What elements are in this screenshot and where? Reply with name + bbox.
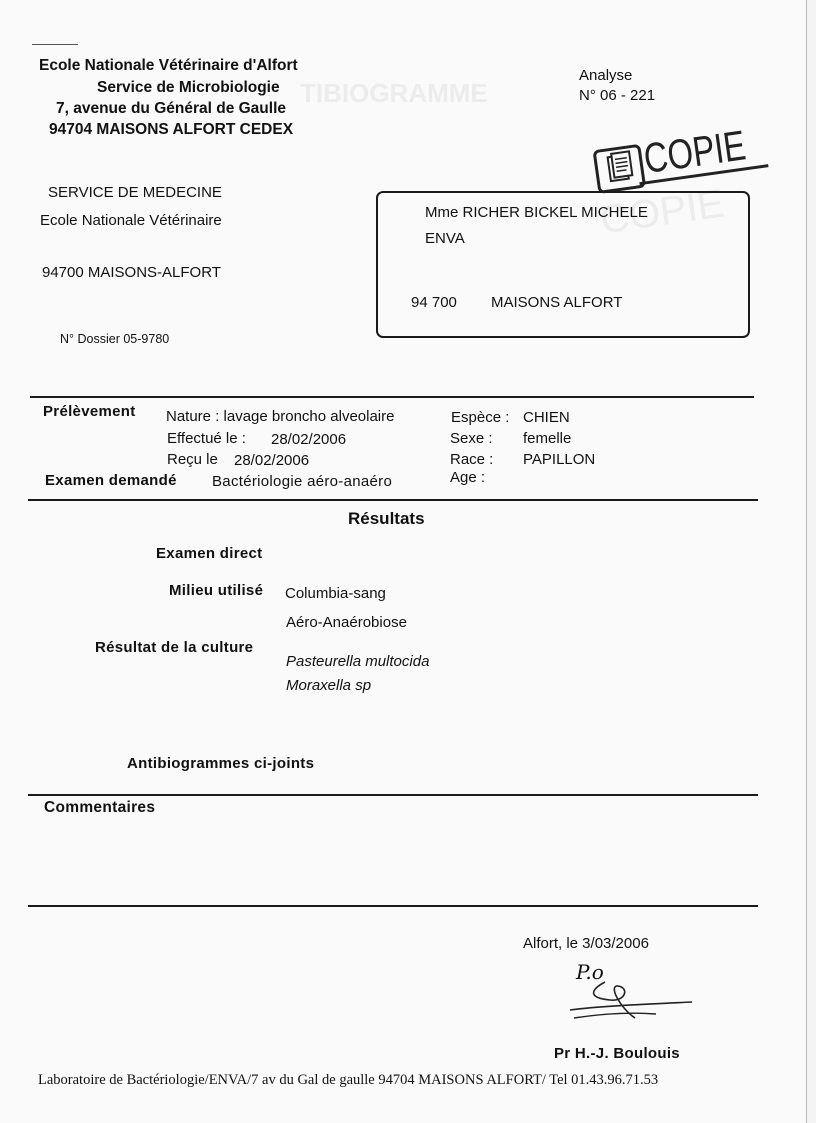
department-name: Service de Microbiologie: [97, 79, 280, 96]
effectue-date: 28/02/2006: [271, 431, 347, 448]
institution-city: 94704 MAISONS ALFORT CEDEX: [49, 121, 294, 138]
age-label: Age :: [450, 469, 486, 486]
recu-label: Reçu le: [167, 451, 218, 468]
examen-direct-label: Examen direct: [156, 545, 263, 562]
espece-value: CHIEN: [523, 409, 570, 426]
handwritten-signature: [560, 978, 700, 1028]
effectue-label: Effectué le :: [167, 430, 246, 447]
dossier-number: N° Dossier 05-9780: [60, 332, 170, 346]
signer-name: Pr H.-J. Boulouis: [554, 1045, 680, 1062]
divider-comments-top: [28, 794, 758, 796]
institution-street: 7, avenue du Général de Gaulle: [56, 100, 287, 117]
analysis-label: Analyse: [579, 67, 633, 84]
milieu-label: Milieu utilisé: [169, 582, 264, 599]
top-mark: [32, 44, 78, 45]
sender-service: SERVICE DE MEDECINE: [48, 184, 222, 201]
examen-demande-label: Examen demandé: [45, 472, 177, 489]
antibiogrammes-note: Antibiogrammes ci-joints: [127, 755, 315, 772]
copie-stamp: [588, 110, 775, 200]
analysis-number: N° 06 - 221: [579, 87, 656, 104]
espece-label: Espèce :: [451, 409, 510, 426]
divider-sample-top: [30, 396, 754, 398]
culture-organism-1: Pasteurella multocida: [286, 653, 430, 670]
signature-initials: P.o: [576, 960, 604, 984]
footer-address: Laboratoire de Bactériologie/ENVA/7 av du Gal de gaulle 94704 MAISONS ALFORT/ Tel 01.43.96.71.53: [38, 1072, 659, 1088]
recipient-name: Mme RICHER BICKEL MICHELE: [425, 204, 648, 221]
milieu-value-2: Aéro-Anaérobiose: [286, 614, 407, 631]
culture-label: Résultat de la culture: [95, 639, 254, 656]
recipient-postcode: 94 700: [411, 294, 457, 311]
document-icon: [592, 144, 646, 194]
recipient-org: ENVA: [425, 230, 465, 247]
show-through-text: TIBIOGRAMME: [300, 78, 488, 108]
recipient-city: MAISONS ALFORT: [491, 294, 623, 311]
milieu-value-1: Columbia-sang: [285, 585, 386, 602]
sexe-value: femelle: [523, 430, 572, 447]
divider-results-top: [28, 499, 758, 501]
sender-city: 94700 MAISONS-ALFORT: [42, 264, 221, 281]
race-label: Race :: [450, 451, 494, 468]
recu-date: 28/02/2006: [234, 452, 310, 469]
sender-school: Ecole Nationale Vétérinaire: [40, 212, 222, 229]
show-through-stamp: COPIE: [597, 181, 727, 243]
sexe-label: Sexe :: [450, 430, 493, 447]
prelevement-label: Prélèvement: [43, 403, 136, 420]
examen-demande-value: Bactériologie aéro-anaéro: [212, 473, 393, 490]
place-date: Alfort, le 3/03/2006: [523, 935, 649, 952]
race-value: PAPILLON: [523, 451, 596, 468]
divider-comments-bottom: [28, 905, 758, 907]
sample-nature: Nature : lavage broncho alveolaire: [166, 408, 395, 425]
comments-label: Commentaires: [44, 799, 156, 816]
stamp-text: COPIE: [640, 121, 749, 183]
culture-organism-2: Moraxella sp: [286, 677, 372, 694]
institution-name: Ecole Nationale Vétérinaire d'Alfort: [39, 57, 298, 74]
results-title: Résultats: [348, 509, 425, 528]
